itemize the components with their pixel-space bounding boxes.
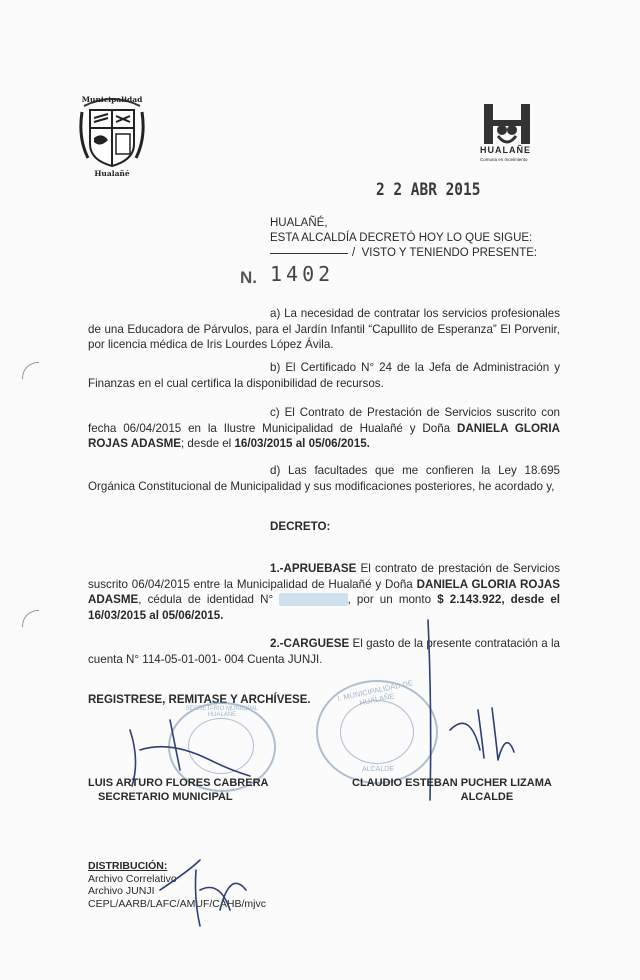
secretary-name: LUIS ARTURO FLORES CABRERA [88, 777, 269, 789]
initials-signature [150, 850, 260, 930]
closing-statement: REGISTRESE, REMITASE Y ARCHÍVESE. [88, 694, 311, 706]
contract-amount: $ 2.143.922, desde el 16/03/2015 al 05/06/2015. [88, 593, 560, 622]
mayor-title: ALCALDE [460, 791, 514, 803]
punch-mark [22, 362, 39, 379]
secretary-title: SECRETARIO MUNICIPAL [98, 791, 233, 803]
decree-item-1: 1.-APRUEBASE El contrato de prestación de Servicios suscrito 06/04/2015 entre la Municipalidad de Hualañé y Doña DANIELA GLORIA ROJAS ADASME, cédula de identidad N° , por un monto $ 2.143.922, desde el 16/03/2015 al 05/06/2015. [88, 562, 560, 622]
distribution-line: Archivo JUNJI [88, 885, 155, 897]
place-header: HUALAÑÉ, [270, 217, 328, 229]
punch-mark [22, 610, 39, 627]
visto-item-c: c) El Contrato de Prestación de Servicios suscrito con fecha 06/04/2015 en la Ilustre Municipalidad de Hualañé y Doña DANIELA GLORIA ROJAS ADASME; desde el 16/03/2015 al 05/06/2015. [88, 406, 560, 450]
signer-mayor [352, 776, 552, 804]
brand-name: HUALAÑE [480, 145, 531, 155]
mayor-seal-stamp: I. MUNICIPALIDAD DE HUALAÑE ALCALDE [316, 680, 438, 784]
signer-secretary [88, 776, 268, 804]
secretary-seal-stamp: SECRETARIO MUNICIPAL HUALAÑE [168, 702, 276, 792]
municipal-crest-logo [76, 88, 148, 180]
decree-number: 1402 [270, 262, 335, 286]
id-number-redacted [279, 593, 347, 606]
contractor-name: DANIELA GLORIA ROJAS ADASME [88, 421, 560, 450]
distribution-line: CEPL/AARB/LAFC/AMUF/CAHB/mjvc [88, 897, 266, 910]
decree-item-2: 2.-CARGUESE El gasto de la presente contratación a la cuenta N° 114-05-01-001- 004 Cuenta JUNJI. [88, 637, 560, 666]
hualane-brand-logo [476, 100, 546, 170]
distribution-title: DISTRIBUCIÓN: [88, 860, 168, 872]
decree-header-line: ESTA ALCALDÍA DECRETÓ HOY LO QUE SIGUE: [270, 232, 533, 244]
decreto-title: DECRETO: [270, 520, 331, 533]
visto-item-d: d) Las facultades que me confieren la Ley 18.695 Orgánica Constitucional de Municipalidad y sus modificaciones posteriores, he acordado y, [88, 464, 560, 493]
visto-item-a: a) La necesidad de contratar los servicios profesionales de una Educadora de Párvulos, para el Jardín Infantil “Capullito de Esperanza” El Porvenir, por licencia médica de Iris Lourdes López Ávila. [88, 307, 560, 351]
brand-tagline: Comuna en movimiento [480, 157, 528, 162]
visto-item-b: b) El Certificado N° 24 de la Jefa de Administración y Finanzas en el cual certifica la disponibilidad de recursos. [88, 361, 560, 390]
mayor-name: CLAUDIO ESTEBAN PUCHER LIZAMA [352, 777, 552, 789]
visto-line: / VISTO Y TENIENDO PRESENTE: [270, 246, 570, 261]
date-stamp: 2 2 ABR 2015 [376, 180, 481, 200]
svg-text:Hualañé: Hualañé [94, 169, 130, 178]
distribution-line: Archivo Correlativo [88, 872, 177, 885]
contract-dates: 16/03/2015 al 05/06/2015. [234, 437, 370, 450]
decree-number-prefix: N. [240, 268, 257, 287]
svg-text:Municipalidad: Municipalidad [81, 95, 143, 104]
